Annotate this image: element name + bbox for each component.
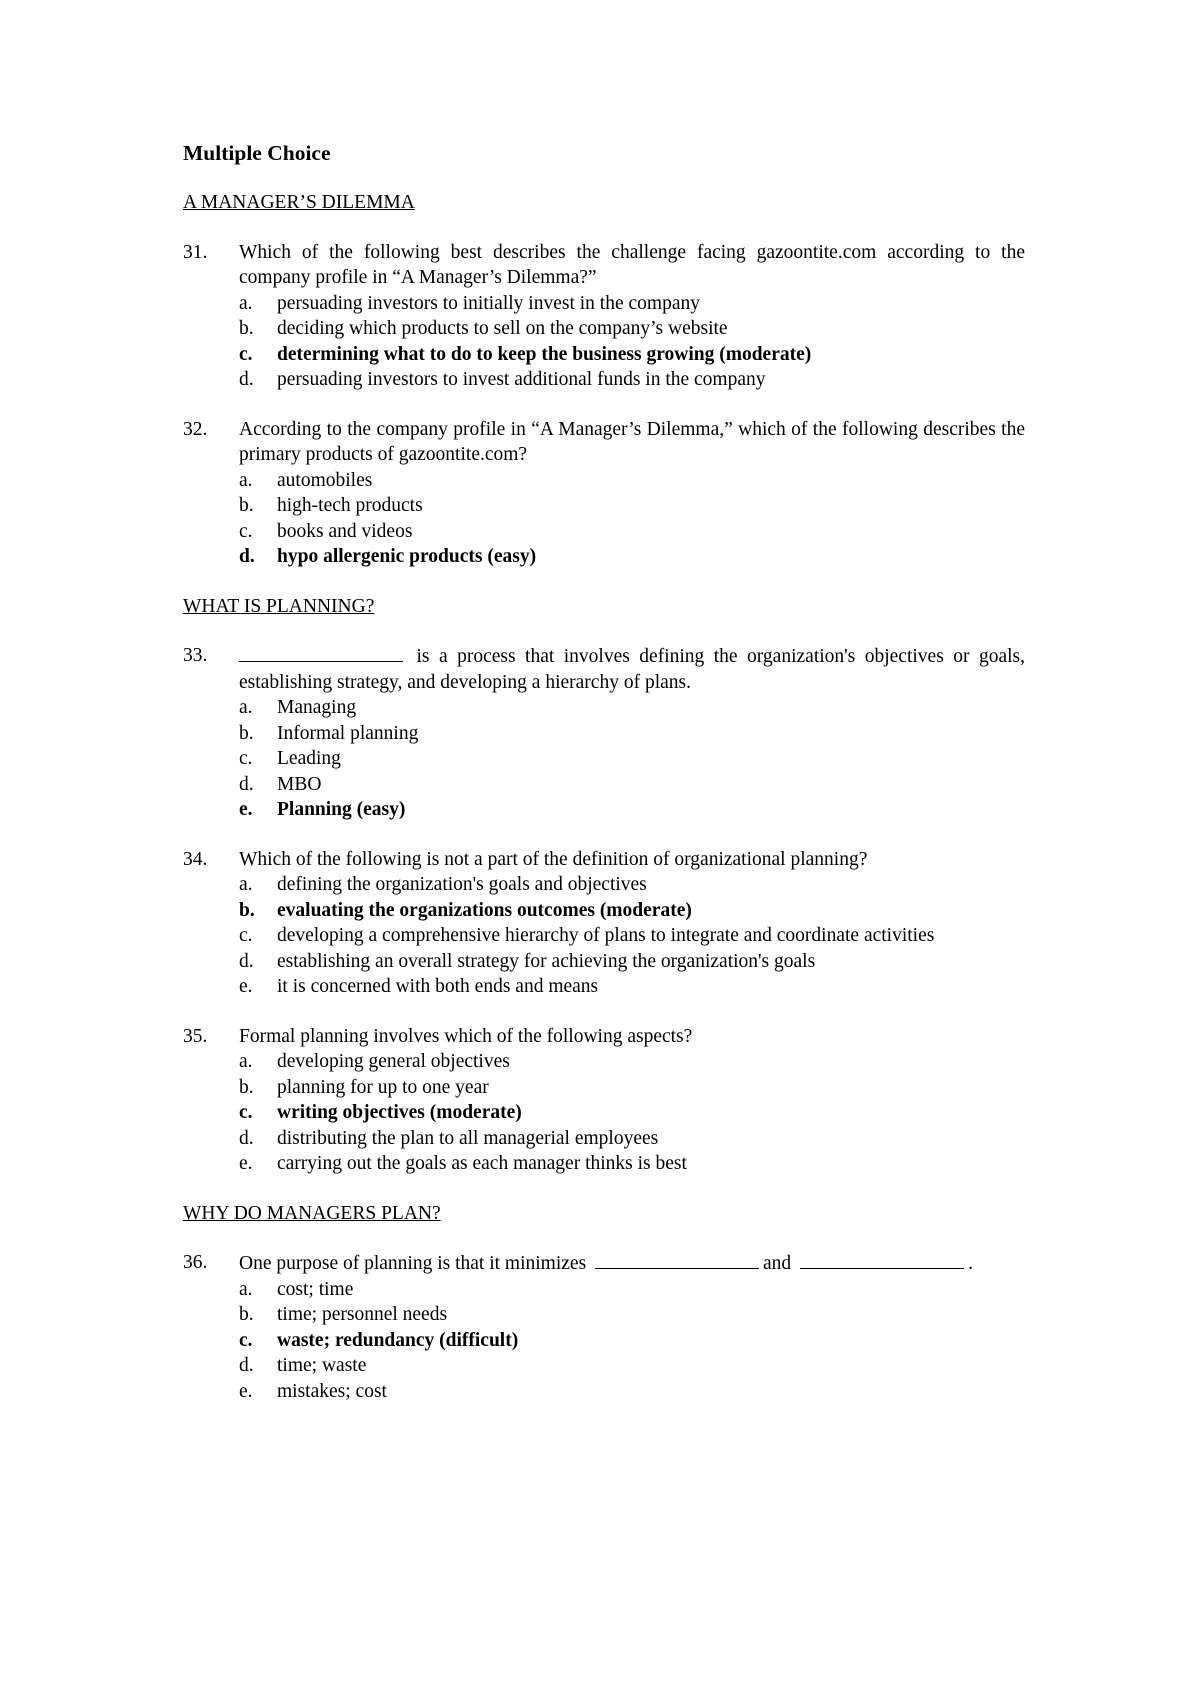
option-b xyxy=(239,1302,1025,1328)
option-text: Planning (easy) xyxy=(277,799,406,820)
option-text: defining the organization's goals and objectives xyxy=(277,874,647,895)
question-number: 36. xyxy=(183,1252,208,1273)
question-36 xyxy=(183,1250,1025,1404)
option-c xyxy=(239,519,1025,545)
option-text: cost; time xyxy=(277,1278,354,1300)
option-letter: d. xyxy=(239,1355,254,1376)
question-stem xyxy=(183,240,1025,291)
question-stem xyxy=(183,643,1025,695)
question-text xyxy=(239,643,1025,695)
option-a xyxy=(239,291,1025,317)
question-text-body: is a process that involves defining the organization's objectives or goals, establishing strategy, and developing a hierarchy of plans. xyxy=(239,646,1026,693)
option-text: deciding which products to sell on the company’s website xyxy=(277,318,728,339)
option-letter: a. xyxy=(239,874,253,895)
option-c-answer xyxy=(239,342,1025,368)
question-35 xyxy=(183,1024,1025,1177)
option-text: hypo allergenic products (easy) xyxy=(277,546,537,567)
document-page xyxy=(183,140,1025,1428)
option-letter: e. xyxy=(239,976,253,997)
option-letter: a. xyxy=(239,469,253,491)
question-stem xyxy=(183,417,1025,468)
option-letter: d. xyxy=(239,369,254,390)
question-number: 35. xyxy=(183,1025,208,1047)
fill-in-blank xyxy=(239,643,403,662)
fill-in-blank xyxy=(595,1250,759,1269)
question-text-part2: and xyxy=(763,1253,792,1274)
option-text: high-tech products xyxy=(277,495,423,516)
page-title: Multiple Choice xyxy=(183,141,331,165)
options-list xyxy=(239,468,1025,570)
option-letter: c. xyxy=(239,1102,253,1123)
option-letter: b. xyxy=(239,899,255,921)
question-text: Which of the following best describes the challenge facing gazoontite.com according to the company profile in “A Manager’s Dilemma?” xyxy=(239,241,1025,288)
option-text: evaluating the organizations outcomes (moderate) xyxy=(277,899,692,921)
option-letter: b. xyxy=(239,1076,254,1098)
question-text-part3: . xyxy=(968,1253,973,1274)
option-c xyxy=(239,923,1025,949)
option-text: persuading investors to initially invest in the company xyxy=(277,292,700,314)
option-letter: e. xyxy=(239,799,253,820)
option-text: time; waste xyxy=(277,1355,367,1376)
option-a xyxy=(239,468,1025,494)
section-heading: WHAT IS PLANNING? xyxy=(183,595,375,617)
option-text: mistakes; cost xyxy=(277,1380,387,1402)
option-text: persuading investors to invest additional funds in the company xyxy=(277,369,766,390)
question-34 xyxy=(183,847,1025,1000)
option-text: waste; redundancy (difficult) xyxy=(277,1329,519,1351)
option-letter: c. xyxy=(239,520,253,542)
option-letter: c. xyxy=(239,1329,253,1351)
option-letter: a. xyxy=(239,1051,253,1072)
option-letter: a. xyxy=(239,1278,253,1300)
option-text: determining what to do to keep the business growing (moderate) xyxy=(277,343,812,365)
question-text xyxy=(239,1250,1025,1277)
option-c xyxy=(239,746,1025,772)
option-d xyxy=(239,367,1025,393)
option-text: developing general objectives xyxy=(277,1051,510,1072)
option-d xyxy=(239,772,1025,798)
option-letter: c. xyxy=(239,748,253,769)
question-text: Which of the following is not a part of the definition of organizational planning? xyxy=(239,848,868,870)
option-text: time; personnel needs xyxy=(277,1304,448,1325)
question-stem xyxy=(183,1250,1025,1277)
option-d xyxy=(239,1353,1025,1379)
option-letter: b. xyxy=(239,1304,254,1325)
option-letter: a. xyxy=(239,697,253,718)
option-letter: b. xyxy=(239,495,254,516)
option-letter: d. xyxy=(239,546,255,567)
option-text: carrying out the goals as each manager thinks is best xyxy=(277,1153,687,1174)
question-number: 31. xyxy=(183,241,208,263)
option-letter: b. xyxy=(239,722,254,744)
option-letter: c. xyxy=(239,343,253,365)
option-e-answer xyxy=(239,797,1025,823)
option-a xyxy=(239,872,1025,898)
option-text: planning for up to one year xyxy=(277,1076,489,1098)
option-letter: d. xyxy=(239,773,254,795)
option-letter: a. xyxy=(239,292,253,314)
option-c-answer xyxy=(239,1100,1025,1126)
option-d-answer xyxy=(239,544,1025,570)
question-text-part1: One purpose of planning is that it minimizes xyxy=(239,1253,587,1274)
option-letter: d. xyxy=(239,950,254,972)
option-e xyxy=(239,1151,1025,1177)
option-letter: e. xyxy=(239,1153,253,1174)
option-text: Informal planning xyxy=(277,722,419,744)
option-text: establishing an overall strategy for achieving the organization's goals xyxy=(277,950,816,972)
option-b xyxy=(239,1075,1025,1101)
option-b xyxy=(239,493,1025,519)
options-list xyxy=(239,695,1025,823)
option-text: MBO xyxy=(277,773,322,795)
options-list xyxy=(239,291,1025,393)
option-text: writing objectives (moderate) xyxy=(277,1102,522,1123)
option-a xyxy=(239,1277,1025,1303)
question-31 xyxy=(183,240,1025,393)
option-text: Leading xyxy=(277,748,341,769)
option-d xyxy=(239,949,1025,975)
option-b-answer xyxy=(239,898,1025,924)
option-b xyxy=(239,316,1025,342)
option-e xyxy=(239,1379,1025,1405)
option-text: distributing the plan to all managerial employees xyxy=(277,1127,659,1149)
options-list xyxy=(239,872,1025,1000)
question-text: According to the company profile in “A Manager’s Dilemma,” which of the following describes the primary products of gazoontite.com? xyxy=(239,418,1025,465)
option-e xyxy=(239,974,1025,1000)
fill-in-blank xyxy=(800,1250,964,1269)
option-a xyxy=(239,1049,1025,1075)
option-text: Managing xyxy=(277,697,357,718)
option-text: developing a comprehensive hierarchy of plans to integrate and coordinate activities xyxy=(277,925,935,946)
option-letter: b. xyxy=(239,318,254,339)
options-list xyxy=(239,1049,1025,1177)
question-stem xyxy=(183,1024,1025,1050)
question-number: 32. xyxy=(183,418,208,440)
question-stem xyxy=(183,847,1025,873)
option-d xyxy=(239,1126,1025,1152)
question-number: 33. xyxy=(183,645,208,666)
section-heading: WHY DO MANAGERS PLAN? xyxy=(183,1202,441,1224)
option-text: it is concerned with both ends and means xyxy=(277,976,599,997)
option-letter: c. xyxy=(239,925,253,946)
option-letter: d. xyxy=(239,1127,254,1149)
section-heading: A MANAGER’S DILEMMA xyxy=(183,192,415,213)
options-list xyxy=(239,1277,1025,1405)
option-text: books and videos xyxy=(277,520,413,542)
question-32 xyxy=(183,417,1025,570)
option-c-answer xyxy=(239,1328,1025,1354)
question-text: Formal planning involves which of the following aspects? xyxy=(239,1025,693,1047)
option-text: automobiles xyxy=(277,469,373,491)
option-b xyxy=(239,721,1025,747)
option-letter: e. xyxy=(239,1380,253,1402)
question-number: 34. xyxy=(183,848,208,870)
option-a xyxy=(239,695,1025,721)
question-33 xyxy=(183,643,1025,823)
